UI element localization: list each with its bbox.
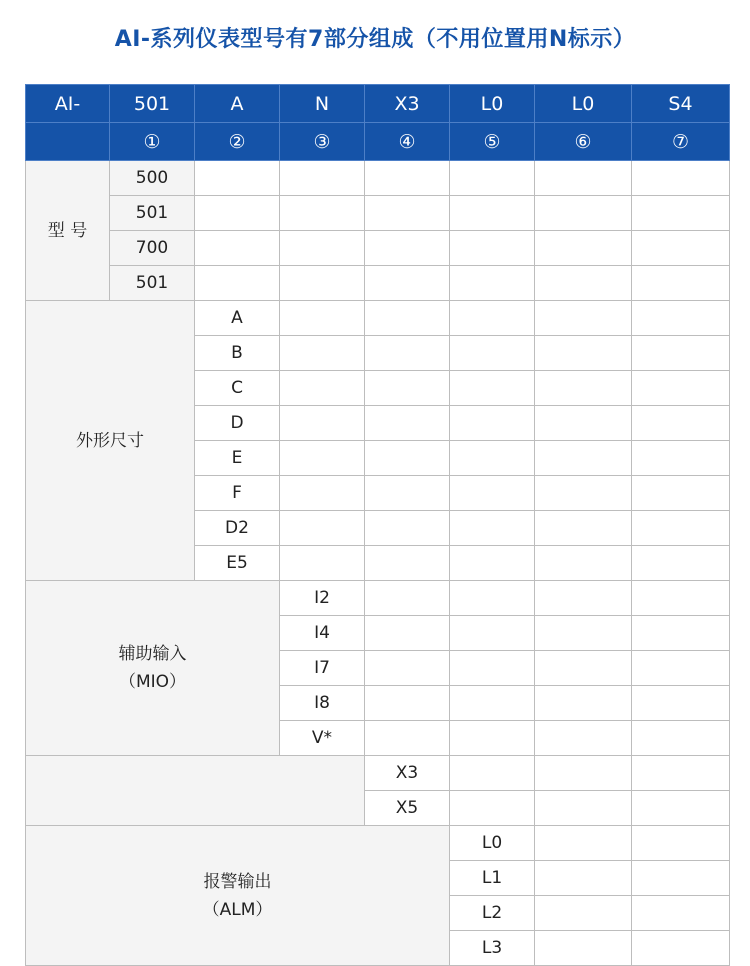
- alarm-label: 报警输出: [203, 871, 272, 892]
- header-code: 501: [110, 85, 195, 123]
- header-code: L0: [535, 85, 632, 123]
- option-code: 500: [110, 161, 195, 196]
- position-marker: ②: [195, 123, 280, 161]
- option-code: L2: [450, 896, 535, 931]
- table-row: [26, 581, 730, 616]
- alarm-sublabel: （ALM）: [202, 899, 273, 920]
- option-code: L0: [450, 826, 535, 861]
- option-code: V*: [280, 721, 365, 756]
- header-code: L0: [450, 85, 535, 123]
- option-code: L1: [450, 861, 535, 896]
- option-code: I2: [280, 581, 365, 616]
- header-code: X3: [365, 85, 450, 123]
- option-code: E: [195, 441, 280, 476]
- aux-group-label: [26, 581, 280, 756]
- model-group-label: 型 号: [26, 161, 110, 301]
- option-code: I7: [280, 651, 365, 686]
- option-code: D2: [195, 511, 280, 546]
- option-code: X3: [365, 756, 450, 791]
- aux-sublabel: （MIO）: [118, 672, 187, 692]
- position-marker: ③: [280, 123, 365, 161]
- option-code: 700: [110, 231, 195, 266]
- size-group-label: 外形尺寸: [26, 301, 195, 581]
- header-blank: [26, 123, 110, 161]
- table-row: [26, 826, 730, 861]
- option-code: C: [195, 371, 280, 406]
- option-code: A: [195, 301, 280, 336]
- header-code: N: [280, 85, 365, 123]
- option-code: E5: [195, 546, 280, 581]
- option-code: F: [195, 476, 280, 511]
- table-row: [26, 266, 730, 301]
- table-row: [26, 756, 730, 791]
- header-position-row: [26, 123, 730, 161]
- header-code: A: [195, 85, 280, 123]
- table-row: [26, 301, 730, 336]
- position-marker: ④: [365, 123, 450, 161]
- table-row: [26, 196, 730, 231]
- page-title: AI-系列仪表型号有7部分组成（不用位置用N标示）: [114, 27, 636, 52]
- option-code: I4: [280, 616, 365, 651]
- position-marker: ⑥: [535, 123, 632, 161]
- header-code-row: [26, 85, 730, 123]
- option-code: B: [195, 336, 280, 371]
- option-code: L3: [450, 931, 535, 966]
- alarm-group-label: [26, 826, 450, 966]
- table-row: [26, 161, 730, 196]
- comm-group-label: [26, 756, 365, 826]
- option-code: I8: [280, 686, 365, 721]
- option-code: 501: [110, 266, 195, 301]
- option-code: D: [195, 406, 280, 441]
- option-code: 501: [110, 196, 195, 231]
- header-code: S4: [632, 85, 730, 123]
- header-code: AI-: [26, 85, 110, 123]
- table-row: [26, 231, 730, 266]
- aux-label: 辅助输入: [118, 644, 187, 664]
- option-code: X5: [365, 791, 450, 826]
- position-marker: ⑦: [632, 123, 730, 161]
- model-spec-table: [25, 84, 730, 966]
- position-marker: ①: [110, 123, 195, 161]
- position-marker: ⑤: [450, 123, 535, 161]
